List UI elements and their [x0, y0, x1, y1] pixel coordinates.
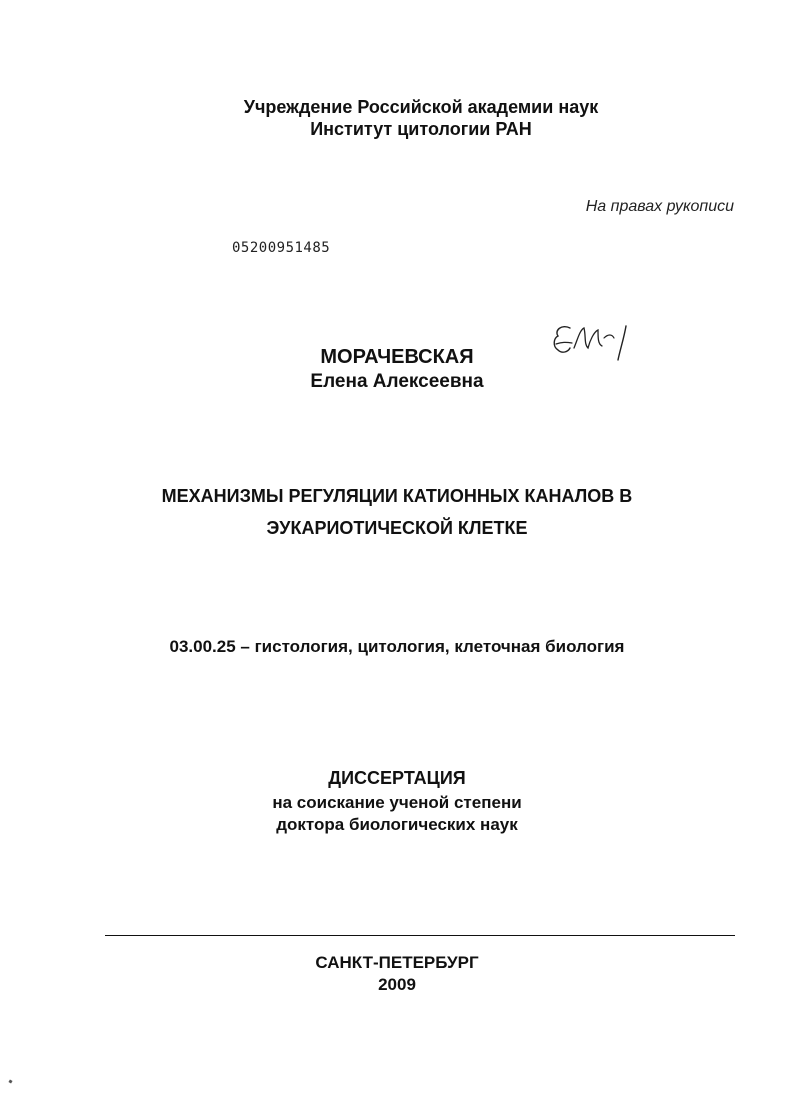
manuscript-stamp: На правах рукописи	[585, 198, 734, 215]
degree-line-1: на соискание ученой степени	[272, 793, 522, 812]
registration-code: 05200951485	[232, 240, 331, 256]
degree-line-2: доктора биологических наук	[276, 815, 518, 834]
horizontal-divider	[105, 935, 735, 936]
dissertation-title	[0, 480, 794, 544]
specialty-code	[0, 636, 794, 658]
city: САНКТ-ПЕТЕРБУРГ	[315, 953, 479, 972]
author-given-names: Елена Алексеевна	[310, 371, 484, 392]
institution-line-1: Учреждение Российской академии наук	[243, 97, 599, 117]
author-surname: МОРАЧЕВСКАЯ	[320, 346, 474, 368]
author-block	[0, 344, 794, 394]
institution-header	[24, 96, 794, 140]
dissertation-heading: ДИССЕРТАЦИЯ	[328, 768, 466, 788]
scan-speck	[8, 1079, 12, 1083]
place-and-year	[0, 952, 794, 996]
institution-line-2: Институт цитологии РАН	[310, 119, 532, 139]
year: 2009	[378, 975, 416, 994]
degree-block	[0, 764, 794, 836]
specialty-text: 03.00.25 – гистология, цитология, клеточная биология	[169, 637, 625, 656]
title-line-2: ЭУКАРИОТИЧЕСКОЙ КЛЕТКЕ	[266, 518, 528, 538]
title-line-1: МЕХАНИЗМЫ РЕГУЛЯЦИИ КАТИОННЫХ КАНАЛОВ В	[161, 486, 633, 506]
